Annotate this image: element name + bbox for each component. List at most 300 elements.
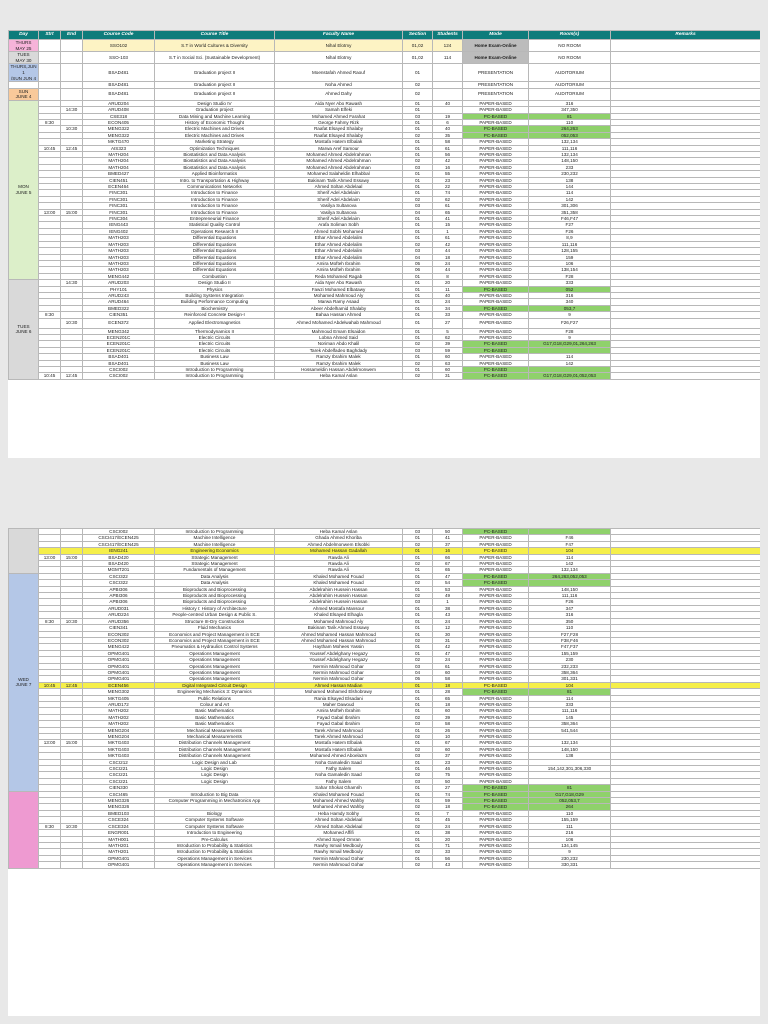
faculty-name: Amira Mofteh Ibrahim bbox=[275, 260, 403, 266]
exam-mode: PAPER-BASED bbox=[463, 318, 529, 328]
course-title: People-centred Urban Design & Public S. bbox=[155, 612, 275, 618]
exam-mode: PC-BASED bbox=[463, 126, 529, 132]
course-title: Strategic Management bbox=[155, 554, 275, 560]
rooms: 9 bbox=[529, 849, 611, 855]
column-header: Section bbox=[403, 31, 433, 40]
students: 5 bbox=[433, 328, 463, 334]
students: 61 bbox=[433, 145, 463, 151]
section: 03 bbox=[403, 721, 433, 727]
section: 03 bbox=[403, 663, 433, 669]
start-time: 13:00 bbox=[39, 209, 61, 215]
students: 56 bbox=[433, 152, 463, 158]
course-title: Building Systems Integration bbox=[155, 292, 275, 298]
faculty-name: Ahmed Soltan Abdelaal bbox=[275, 184, 403, 190]
course-code: CSCI002 bbox=[83, 367, 155, 373]
course-code: FINC301 bbox=[83, 209, 155, 215]
course-code: MATH204 bbox=[83, 158, 155, 164]
course-code: CIEN351 bbox=[83, 312, 155, 318]
students: 24 bbox=[433, 299, 463, 305]
students: 1 bbox=[433, 228, 463, 234]
end-time: 10:30 bbox=[61, 126, 83, 132]
section: 03 bbox=[403, 529, 433, 535]
rooms: NO ROOM bbox=[529, 52, 611, 64]
course-title: Bioproducts and Bioprocessing bbox=[155, 599, 275, 605]
course-title: Mechanical Measurements bbox=[155, 734, 275, 740]
course-code: CSCI417/ECEN425 bbox=[83, 541, 155, 547]
rooms: 148,150 bbox=[529, 586, 611, 592]
course-code: OPMG401 bbox=[83, 676, 155, 682]
exam-mode: PAPER-BASED bbox=[463, 605, 529, 611]
course-code: MENG204 bbox=[83, 734, 155, 740]
rooms: 142 bbox=[529, 360, 611, 366]
exam-mode: PAPER-BASED bbox=[463, 586, 529, 592]
faculty-name: Ethar Ahmed Abdelalim bbox=[275, 248, 403, 254]
exam-mode: PAPER-BASED bbox=[463, 567, 529, 573]
course-title: Thermodynamics II bbox=[155, 328, 275, 334]
section: 01 bbox=[403, 695, 433, 701]
rooms: G17,G18,G29,01,264,263 bbox=[529, 341, 611, 347]
section: 01 bbox=[403, 292, 433, 298]
exam-mode: PAPER-BASED bbox=[463, 823, 529, 829]
course-title: Applied Bioinformatics bbox=[155, 171, 275, 177]
course-code: IENG443 bbox=[83, 222, 155, 228]
faculty-name: Abdelrahim Hussein Hassan bbox=[275, 586, 403, 592]
students: 35 bbox=[433, 132, 463, 138]
course-code: CSCI322 bbox=[83, 580, 155, 586]
table-row bbox=[9, 88, 761, 100]
course-title: Biochemistry bbox=[155, 305, 275, 311]
students: 19 bbox=[433, 113, 463, 119]
course-code: MENG322 bbox=[83, 126, 155, 132]
start-time: 13:00 bbox=[39, 554, 61, 560]
faculty-name: Mohamed Ahmed Abdelrahman bbox=[275, 152, 403, 158]
rooms: F26,F27 bbox=[529, 318, 611, 328]
students: 74 bbox=[433, 791, 463, 797]
section: 02 bbox=[403, 746, 433, 752]
course-title: Building Performance Computing bbox=[155, 299, 275, 305]
exam-mode: PAPER-BASED bbox=[463, 280, 529, 286]
section: 02 bbox=[403, 593, 433, 599]
rooms: 81 bbox=[529, 689, 611, 695]
course-code: MENG322 bbox=[83, 132, 155, 138]
exam-mode: PAPER-BASED bbox=[463, 593, 529, 599]
exam-mode: PAPER-BASED bbox=[463, 328, 529, 334]
section: 02 bbox=[403, 714, 433, 720]
remarks bbox=[611, 318, 761, 328]
students: 24 bbox=[433, 657, 463, 663]
exam-mode: PAPER-BASED bbox=[463, 746, 529, 752]
rooms: G17,G18,G29,01,052,053 bbox=[529, 373, 611, 379]
section: 03 bbox=[403, 347, 433, 353]
course-title: Operations Management bbox=[155, 676, 275, 682]
rooms: 106 bbox=[529, 260, 611, 266]
rooms: 052 bbox=[529, 286, 611, 292]
course-code: SSO102 bbox=[83, 40, 155, 52]
rooms: 114 bbox=[529, 190, 611, 196]
rooms: 104 bbox=[529, 548, 611, 554]
faculty-name: Ahmed Dahy bbox=[275, 88, 403, 100]
course-code: BSAD401 bbox=[83, 354, 155, 360]
course-title: Data Analysis bbox=[155, 573, 275, 579]
section: 01 bbox=[403, 354, 433, 360]
remarks bbox=[611, 64, 761, 82]
section: 01 bbox=[403, 618, 433, 624]
course-title: Economics and Project Management in ECE bbox=[155, 637, 275, 643]
course-title: Biostatistics and Data Analysis bbox=[155, 158, 275, 164]
students: 41 bbox=[433, 216, 463, 222]
course-title: Differential Equations bbox=[155, 267, 275, 273]
faculty-name: Marwa Ramy Asaad bbox=[275, 299, 403, 305]
course-code: CSE318 bbox=[83, 113, 155, 119]
exam-mode: PAPER-BASED bbox=[463, 721, 529, 727]
course-code: ARUD224 bbox=[83, 612, 155, 618]
rooms: 114 bbox=[529, 354, 611, 360]
section: 03 bbox=[403, 203, 433, 209]
section: 01 bbox=[403, 318, 433, 328]
exam-mode: PAPER-BASED bbox=[463, 152, 529, 158]
exam-mode: PC-BASED bbox=[463, 286, 529, 292]
course-code: ECEN201C bbox=[83, 347, 155, 353]
end-time bbox=[61, 88, 83, 100]
course-code: ECON302 bbox=[83, 631, 155, 637]
faculty-name: Khaled Mohamed Fouad bbox=[275, 573, 403, 579]
faculty-name: Mohamed Salaheldin Elhabbal bbox=[275, 171, 403, 177]
remarks bbox=[611, 862, 761, 868]
students: 114 bbox=[433, 52, 463, 64]
course-code: FINC304 bbox=[83, 216, 155, 222]
course-title: Differential Equations bbox=[155, 260, 275, 266]
course-title: Engineering Economics bbox=[155, 548, 275, 554]
students: 33 bbox=[433, 312, 463, 318]
exam-mode: PAPER-BASED bbox=[463, 107, 529, 113]
faculty-name: Tarek Ahmed Mahmoud bbox=[275, 727, 403, 733]
course-code: CIEN451 bbox=[83, 177, 155, 183]
course-title: Biology bbox=[155, 810, 275, 816]
students: 15 bbox=[433, 222, 463, 228]
students bbox=[433, 88, 463, 100]
section: 01 bbox=[403, 605, 433, 611]
rooms: 9 bbox=[529, 312, 611, 318]
course-title: Graduation project bbox=[155, 107, 275, 113]
course-code: MATH203 bbox=[83, 248, 155, 254]
exam-mode: PAPER-BASED bbox=[463, 241, 529, 247]
exam-mode: PAPER-BASED bbox=[463, 862, 529, 868]
course-code: ARUD408 bbox=[83, 107, 155, 113]
section: 01 bbox=[403, 367, 433, 373]
column-header: Course Code bbox=[83, 31, 155, 40]
course-title: Introduction to Big Data bbox=[155, 791, 275, 797]
course-title: Logic Design and Lab bbox=[155, 759, 275, 765]
exam-mode: PAPER-BASED bbox=[463, 644, 529, 650]
faculty-name: Abdelrahim Hussein Hassan bbox=[275, 599, 403, 605]
rooms: 053,7 bbox=[529, 305, 611, 311]
exam-mode: PAPER-BASED bbox=[463, 759, 529, 765]
students: 39 bbox=[433, 341, 463, 347]
column-header: Room(s) bbox=[529, 31, 611, 40]
exam-mode: PC-BASED bbox=[463, 689, 529, 695]
exam-mode: PRESENTATION bbox=[463, 82, 529, 88]
rooms: 148,150 bbox=[529, 158, 611, 164]
exam-mode: PAPER-BASED bbox=[463, 836, 529, 842]
section: 02 bbox=[403, 772, 433, 778]
faculty-name: Mohamed Ahmed Wahby bbox=[275, 804, 403, 810]
exam-mode: PAPER-BASED bbox=[463, 650, 529, 656]
column-header: End bbox=[61, 31, 83, 40]
section: 03 bbox=[403, 113, 433, 119]
faculty-name: Vasilya Sultanova bbox=[275, 209, 403, 215]
exam-mode: PC-BASED bbox=[463, 373, 529, 379]
course-code: ARUD356 bbox=[83, 618, 155, 624]
students: 23 bbox=[433, 759, 463, 765]
section: 01 bbox=[403, 766, 433, 772]
course-title: Structure III-Dry Construction bbox=[155, 618, 275, 624]
students: 47 bbox=[433, 650, 463, 656]
section: 01 bbox=[403, 708, 433, 714]
rooms: 111 bbox=[529, 823, 611, 829]
table-row bbox=[9, 373, 761, 379]
students: 61 bbox=[433, 663, 463, 669]
students: 55 bbox=[433, 171, 463, 177]
exam-mode: PC-BASED bbox=[463, 785, 529, 791]
course-title: Electric Circuits bbox=[155, 334, 275, 340]
course-code: MATH203 bbox=[83, 267, 155, 273]
students: 66 bbox=[433, 554, 463, 560]
exam-mode: PC-BASED bbox=[463, 305, 529, 311]
course-code: CSCI002 bbox=[83, 373, 155, 379]
course-code: BSAD420 bbox=[83, 554, 155, 560]
section: 01 bbox=[403, 682, 433, 688]
course-title: Operations Management bbox=[155, 669, 275, 675]
course-code: ECEN464 bbox=[83, 184, 155, 190]
exam-mode: PAPER-BASED bbox=[463, 561, 529, 567]
course-title: Bioproducts and Bioprocessing bbox=[155, 586, 275, 592]
faculty-name: Arafa Soliman Sobh bbox=[275, 222, 403, 228]
section: 01 bbox=[403, 644, 433, 650]
course-title: Optimization Techniques bbox=[155, 145, 275, 151]
rooms: F28 bbox=[529, 273, 611, 279]
students: 74 bbox=[433, 190, 463, 196]
course-title: Communications Networks bbox=[155, 184, 275, 190]
course-title: Bioproducts and Bioprocessing bbox=[155, 593, 275, 599]
course-code: MKTG403 bbox=[83, 753, 155, 759]
faculty-name: Nermin Mahmoud Gohar bbox=[275, 855, 403, 861]
faculty-name: Sherif Adel Abdelaim bbox=[275, 216, 403, 222]
course-title: Differential Equations bbox=[155, 241, 275, 247]
course-title: Mechanical Measurements bbox=[155, 727, 275, 733]
section: 01 bbox=[403, 273, 433, 279]
students: 39 bbox=[433, 714, 463, 720]
students: 18 bbox=[433, 254, 463, 260]
course-title: History of Economic Thought bbox=[155, 119, 275, 125]
rooms: F46,F47 bbox=[529, 216, 611, 222]
start-time: 8:30 bbox=[39, 119, 61, 125]
students: 43 bbox=[433, 862, 463, 868]
day-cell: SUN JUNE 4 bbox=[9, 88, 39, 100]
exam-mode: PAPER-BASED bbox=[463, 119, 529, 125]
start-time: 8:30 bbox=[39, 312, 61, 318]
column-header: Remarks bbox=[611, 31, 761, 40]
course-code: BSAD481 bbox=[83, 64, 155, 82]
section: 01 bbox=[403, 689, 433, 695]
start-time: 10:45 bbox=[39, 682, 61, 688]
rooms: F26 bbox=[529, 599, 611, 605]
column-header: Faculty Name bbox=[275, 31, 403, 40]
students: 20 bbox=[433, 836, 463, 842]
course-code: BSAD481 bbox=[83, 88, 155, 100]
section: 01 bbox=[403, 107, 433, 113]
end-time bbox=[61, 40, 83, 52]
exam-mode: PC-BASED bbox=[463, 580, 529, 586]
section: 01 bbox=[403, 650, 433, 656]
schedule-page-2 bbox=[8, 528, 760, 1016]
section: 01 bbox=[403, 586, 433, 592]
rooms: 132,134 bbox=[529, 740, 611, 746]
table-row bbox=[9, 52, 761, 64]
students: 24 bbox=[433, 618, 463, 624]
exam-mode: PAPER-BASED bbox=[463, 139, 529, 145]
exam-mode: PAPER-BASED bbox=[463, 676, 529, 682]
course-code: MATH202 bbox=[83, 721, 155, 727]
course-title: Differential Equations bbox=[155, 254, 275, 260]
rooms: 138 bbox=[529, 753, 611, 759]
students: 38 bbox=[433, 605, 463, 611]
course-code: OPMG401 bbox=[83, 862, 155, 868]
course-code: OPMG401 bbox=[83, 663, 155, 669]
faculty-name: Amira Mofteh Ibrahim bbox=[275, 267, 403, 273]
exam-mode: PAPER-BASED bbox=[463, 612, 529, 618]
exam-mode: PAPER-BASED bbox=[463, 766, 529, 772]
end-time: 14:30 bbox=[61, 107, 83, 113]
end-time bbox=[61, 862, 83, 868]
rooms: 142 bbox=[529, 561, 611, 567]
section: 03 bbox=[403, 778, 433, 784]
faculty-name: Fathy Salem bbox=[275, 766, 403, 772]
course-code: MENG326 bbox=[83, 798, 155, 804]
exam-mode: PAPER-BASED bbox=[463, 625, 529, 631]
course-title: Operations Research II bbox=[155, 228, 275, 234]
students: 58 bbox=[433, 139, 463, 145]
day-cell: TUES JUNE 6 bbox=[9, 280, 39, 380]
rooms: G17,G18,G29 bbox=[529, 791, 611, 797]
course-code: ARUD172 bbox=[83, 701, 155, 707]
start-time: 8:30 bbox=[39, 618, 61, 624]
course-title: Strategic Management bbox=[155, 561, 275, 567]
section: 02 bbox=[403, 734, 433, 740]
course-code: CSCI417/ECEN425 bbox=[83, 535, 155, 541]
faculty-name: Vasilya Sultanova bbox=[275, 203, 403, 209]
section: 03 bbox=[403, 248, 433, 254]
rooms: 340 bbox=[529, 299, 611, 305]
course-code: SSO-103 bbox=[83, 52, 155, 64]
section: 01 bbox=[403, 759, 433, 765]
course-title: Electric Circuits bbox=[155, 347, 275, 353]
exam-mode: PAPER-BASED bbox=[463, 235, 529, 241]
faculty-name: Mohamed Ahmed Aboelazm bbox=[275, 753, 403, 759]
faculty-name: Reda Mohamed Ragab bbox=[275, 273, 403, 279]
day-cell: THURS,JUN 1 /SUN JUN 4 bbox=[10, 64, 37, 81]
faculty-name: Bakinam Tarik Ahmed Essawy bbox=[275, 177, 403, 183]
exam-mode: PAPER-BASED bbox=[463, 254, 529, 260]
course-code: ARUD204 bbox=[83, 100, 155, 106]
course-code: MATH201 bbox=[83, 842, 155, 848]
students: 46 bbox=[433, 766, 463, 772]
faculty-name: Rawhy Ismail Medbouly bbox=[275, 849, 403, 855]
course-title: Public Relations bbox=[155, 695, 275, 701]
section: 01 bbox=[403, 701, 433, 707]
faculty-name: Tarek Abdelfadeo Baghdady bbox=[275, 347, 403, 353]
course-code: BMED427 bbox=[83, 171, 155, 177]
section: 01 bbox=[403, 573, 433, 579]
end-time: 14:30 bbox=[61, 280, 83, 286]
course-title: Introduction to Programming bbox=[155, 373, 275, 379]
faculty-name: Rania Elsayed Elsadani bbox=[275, 695, 403, 701]
exam-schedule-table-2 bbox=[8, 528, 760, 869]
students: 65 bbox=[433, 209, 463, 215]
exam-mode: PAPER-BASED bbox=[463, 708, 529, 714]
course-code: MENG422 bbox=[83, 644, 155, 650]
course-title: Design Studio II bbox=[155, 280, 275, 286]
course-code: BMED322 bbox=[83, 305, 155, 311]
course-code: CSCI212 bbox=[83, 759, 155, 765]
faculty-name: Ahmed Mohamed Hassan Mahmoud bbox=[275, 637, 403, 643]
course-title: Colour and Art bbox=[155, 701, 275, 707]
rooms: 111,116 bbox=[529, 145, 611, 151]
faculty-name: Khaled Elsayed Elhagla bbox=[275, 612, 403, 618]
course-code: MATH202 bbox=[83, 708, 155, 714]
faculty-name: Marwa Aref Samour bbox=[275, 145, 403, 151]
course-title: Basic Mathematics bbox=[155, 714, 275, 720]
rooms: 132,134 bbox=[529, 152, 611, 158]
course-title: Digital Integrated Circuit Design bbox=[155, 682, 275, 688]
rooms: 106 bbox=[529, 836, 611, 842]
section: 01 bbox=[403, 280, 433, 286]
exam-mode: PAPER-BASED bbox=[463, 618, 529, 624]
section: 05 bbox=[403, 676, 433, 682]
course-code: FINC301 bbox=[83, 196, 155, 202]
course-title: Distribution Channels Management bbox=[155, 740, 275, 746]
exam-mode: PAPER-BASED bbox=[463, 714, 529, 720]
faculty-name: Nihal Elotmy bbox=[275, 40, 403, 52]
students: 60 bbox=[433, 746, 463, 752]
faculty-name: Ahmed Mostafa Mansour bbox=[275, 605, 403, 611]
faculty-name: Sherif Adel Abdelaim bbox=[275, 190, 403, 196]
course-title: Intro. to Transportation & Highway bbox=[155, 177, 275, 183]
exam-mode: PAPER-BASED bbox=[463, 216, 529, 222]
course-code: BMED103 bbox=[83, 810, 155, 816]
exam-mode: PAPER-BASED bbox=[463, 817, 529, 823]
course-code: IENG402 bbox=[83, 228, 155, 234]
students: 53 bbox=[433, 586, 463, 592]
course-title: Engineering Mechanics 3: Dynamics bbox=[155, 689, 275, 695]
end-time: 12:45 bbox=[61, 682, 83, 688]
course-code: MKTG403 bbox=[83, 746, 155, 752]
section: 01 bbox=[403, 830, 433, 836]
faculty-name: Mostafa Hatem Elbalak bbox=[275, 746, 403, 752]
section: 01 bbox=[403, 554, 433, 560]
remarks bbox=[611, 40, 761, 52]
faculty-name: Ethar Ahmed Abdelalim bbox=[275, 241, 403, 247]
faculty-name: Nermin Mahmoud Gohar bbox=[275, 669, 403, 675]
course-code: IENG241 bbox=[83, 548, 155, 554]
course-code: ARUD464 bbox=[83, 299, 155, 305]
students: 18 bbox=[433, 804, 463, 810]
rooms: 333 bbox=[529, 701, 611, 707]
table-header-row bbox=[9, 31, 761, 40]
rooms: 144 bbox=[529, 184, 611, 190]
exam-mode: PAPER-BASED bbox=[463, 248, 529, 254]
rooms: 128,155 bbox=[529, 248, 611, 254]
table-row bbox=[9, 862, 761, 868]
